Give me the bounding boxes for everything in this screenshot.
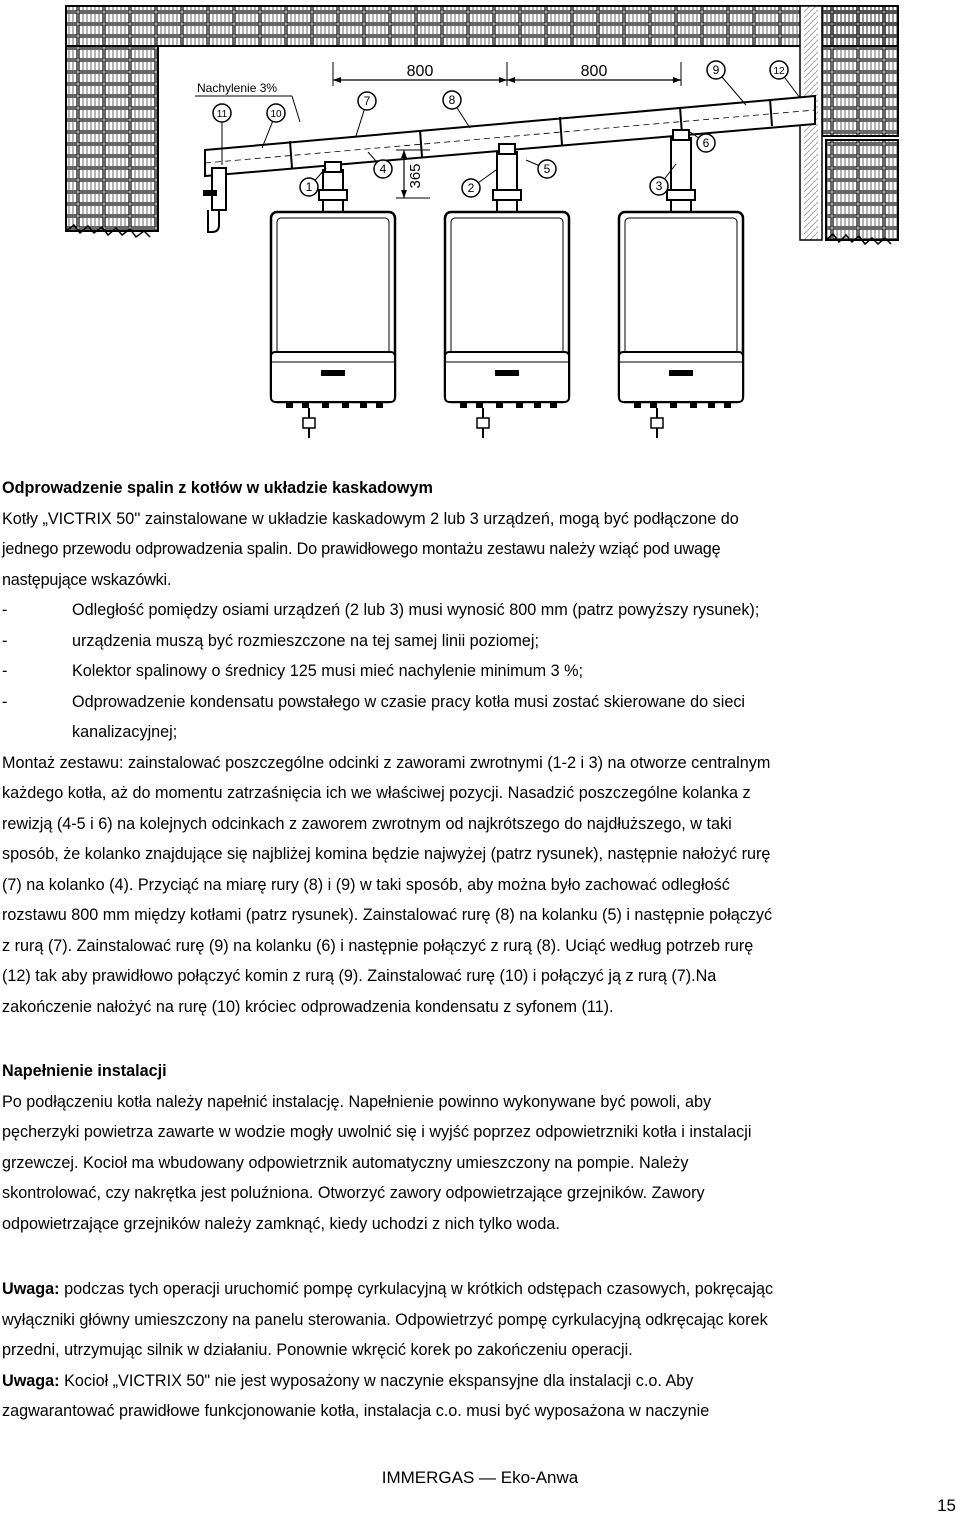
- bullet-item: [2, 687, 956, 718]
- section-flue-cascade: [2, 473, 956, 1022]
- dimension-365: 365: [407, 163, 424, 189]
- section-title-flue: Odprowadzenie spalin z kotłów w układzie kaskadowym: [2, 479, 433, 497]
- dimension-800-left: 800: [406, 63, 434, 80]
- bullet-dash: -: [2, 631, 8, 650]
- dimension-800-right: 800: [580, 63, 608, 80]
- ceiling: [66, 6, 898, 46]
- intro-line-1: Kotły „VICTRIX 50'' zainstalowane w układzie kaskadowym 2 lub 3 urządzeń, mogą być podłączone do: [2, 509, 739, 528]
- montage-line: sposób, że kolanko znajdujące się najbliżej komina będzie najwyżej (patrz rysunek), następnie nałożyć rurę: [2, 845, 771, 863]
- filling-line: odpowietrzające grzejników należy zamknąć, kiedy uchodzi z nich tylko woda.: [2, 1214, 560, 1233]
- callout-2: [462, 170, 496, 197]
- note-label: Uwaga:: [2, 1280, 60, 1298]
- bullet-dash: -: [2, 692, 8, 711]
- note-1-line-3: przedni, utrzymując silnik w działaniu. Ponownie wkręcić korek po zakończeniu operacji.: [2, 1341, 633, 1359]
- note-label: Uwaga:: [2, 1371, 60, 1390]
- bullet-item: [2, 626, 956, 657]
- bullet-text: Kolektor spalinowy o średnicy 125 musi mieć nachylenie minimum 3 %;: [72, 662, 584, 680]
- section-title-filling: Napełnienie instalacji: [2, 1062, 167, 1080]
- bullet-text: Odległość pomiędzy osiami urządzeń (2 lub 3) musi wynosić 800 mm (patrz powyższy rysunek);: [72, 601, 760, 619]
- boiler-1: [271, 162, 395, 438]
- montage-line: (12) tak aby prawidłowo połączyć komin z rurą (9). Zainstalować rurę (10) i połączyć ją z rurą (7).Na: [2, 967, 717, 985]
- filling-line: pęcherzyki powietrza zawarte w wodzie mogły uwolnić się i wyjść poprzez odpowietrzniki kotła i instalacji: [2, 1123, 752, 1141]
- note-1-text: podczas tych operacji uruchomić pompę cyrkulacyjną w krótkich odstępach czasowych, pokręcając: [59, 1280, 774, 1298]
- bullet-item: [2, 595, 956, 626]
- callout-label: 7: [363, 94, 371, 108]
- cascade-flue-diagram: [0, 0, 960, 440]
- section-filling: [2, 1056, 956, 1239]
- callout-12: [770, 61, 800, 98]
- note-2-line-2: zagwarantować prawidłowe funkcjonowanie kotła, instalacja c.o. musi być wyposażona w naczynie: [2, 1402, 710, 1420]
- section-notes: [2, 1274, 956, 1427]
- note-1-line-2: wyłączniki główny umieszczony na panelu sterowania. Odpowietrzyć pompę cyrkulacyjną odkręcając korek: [2, 1310, 768, 1329]
- filling-line: skontrolować, czy nakrętka jest poluźniona. Otworzyć zawory odpowietrzające grzejników. Zawory: [2, 1184, 705, 1202]
- note-1-line-1: [2, 1274, 956, 1305]
- page-number: 15: [937, 1496, 956, 1515]
- montage-line: Montaż zestawu: zainstalować poszczególne odcinki z zaworami zwrotnymi (1-2 i 3) na otworze centralnym: [2, 753, 771, 772]
- montage-line: z rurą (7). Zainstalować rurę (9) na kolanku (6) i następnie połączyć z rurą (8). Uciąć według potrzeb rurę: [2, 936, 754, 955]
- callout-label: 6: [702, 136, 710, 150]
- note-2-text: Kocioł „VICTRIX 50" nie jest wyposażony w naczynie ekspansyjne dla instalacji c.o. Aby: [59, 1371, 694, 1390]
- left-wall: [66, 46, 158, 237]
- bullet-dash: -: [2, 662, 8, 680]
- montage-line: każdego kotła, aż do momentu zatrzaśnięcia ich we właściwej pozycji. Nasadzić poszczególne kolanka z: [2, 784, 751, 802]
- callout-label: 11: [216, 109, 228, 120]
- filling-line: Po podłączeniu kotła należy napełnić instalację. Napełnienie powinno wykonywane być powoli, aby: [2, 1092, 712, 1111]
- montage-line: zakończenie nałożyć na rurę (10) króciec odprowadzenia kondensatu z syfonem (11).: [2, 997, 614, 1016]
- callout-label: 5: [543, 162, 551, 176]
- montage-line: (7) na kolanko (4). Przyciąć na miarę rury (8) i (9) w taki sposób, aby można było zachować odległość: [2, 875, 730, 894]
- callout-label: 1: [305, 180, 313, 194]
- boilers-group: [271, 130, 743, 438]
- bullet-dash: -: [2, 601, 8, 619]
- callout-10: [262, 104, 285, 148]
- callout-9: [707, 61, 746, 105]
- footer-brand: IMMERGAS — Eko-Anwa: [381, 1468, 579, 1487]
- bullet-item-continuation: [2, 717, 956, 748]
- bullet-text: urządzenia muszą być rozmieszczone na tej samej linii poziomej;: [72, 631, 539, 650]
- montage-line: rozstawu 800 mm między kotłami (patrz rysunek). Zainstalować rurę (8) na kolanku (5) i następnie połączyć: [2, 906, 773, 924]
- intro-line-3: następujące wskazówki.: [2, 570, 172, 589]
- callout-5: [526, 160, 556, 178]
- bullet-indent: [2, 717, 72, 748]
- callout-7: [356, 92, 376, 136]
- callout-6: [690, 132, 715, 152]
- callout-label: 12: [773, 66, 785, 77]
- callout-label: 9: [712, 63, 720, 77]
- bullet-text: Odprowadzenie kondensatu powstałego w czasie pracy kotła musi zostać skierowane do sieci: [72, 692, 746, 711]
- bullet-text: kanalizacyjnej;: [72, 723, 178, 741]
- boiler-3: [619, 130, 743, 438]
- callout-label: 4: [379, 162, 387, 176]
- note-2-line-1: [2, 1366, 956, 1397]
- filling-line: grzewczej. Kocioł ma wbudowany odpowietrznik automatyczny umieszczony na pompie. Należy: [2, 1153, 689, 1172]
- callout-label: 8: [448, 93, 456, 107]
- callout-label: 3: [655, 179, 663, 193]
- intro-line-2: jednego przewodu odprowadzenia spalin. Do prawidłowego montażu zestawu należy wziąć pod uwagę: [2, 540, 721, 558]
- svg-text:Nachylenie 3%: Nachylenie 3%: [197, 81, 278, 95]
- montage-line: rewizją (4-5 i 6) na kolejnych odcinkach z zaworem zwrotnym od najkrótszego do najdłuższego, w taki: [2, 814, 732, 833]
- callout-label: 10: [270, 109, 282, 120]
- callout-8: [443, 91, 470, 128]
- callout-label: 2: [467, 181, 475, 195]
- bullet-item: [2, 656, 956, 687]
